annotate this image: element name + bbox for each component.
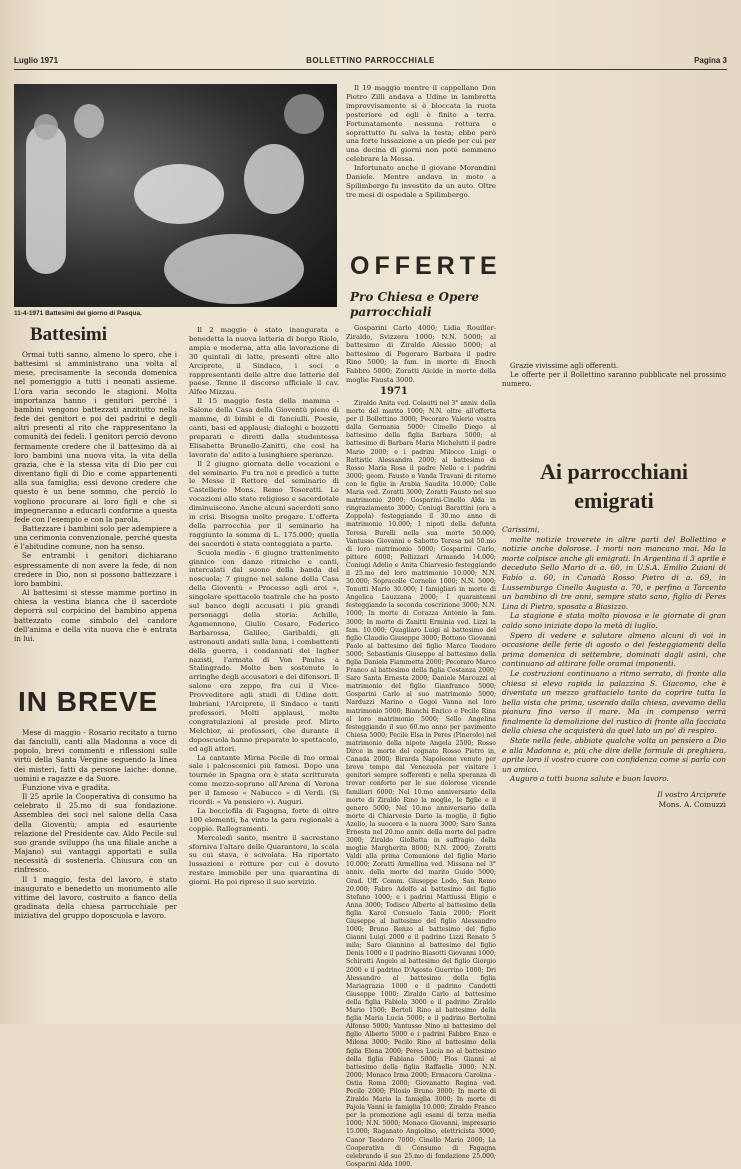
paragraph: Il 15 maggio festa della mamma - Salone della Casa della Gioventù pieno di mamme, di bimbi e di fanciulli. Poesie, canti, basi ed applausi; dialoghi e bozzetti preparati e diretti dalla studentessa Elisabetta Brunello-Zanitti, che così ha lavorato da' adito a lusinghiere speranze.	[189, 397, 339, 459]
paragraph: Spero di vedere e salutare almeno alcuni di voi in occasione delle ferie di agosto o dei festeggiamenti della prima domenica di settembre, dominati dagli asini, che continuano ad attirare folle oramai imponenti.	[502, 630, 726, 669]
paragraph: Ziraldo Anita ved. Colautti nel 3° anniv. della morte del marito 1000; N.N. oltre all'offerta per il Bollettino 3000; Pecoraro Valerio vostra dalla Germania 5000; Cimello Diego al battesimo della figlia Barbara 5000; al battesimo di Barbara Maria Michelutti il padre Mario 2000; e i padrini Milocco Luigi e Battistic Alessandra 2000; al battesimo di Rosso Maria Rosa il padre Nello e i padrini 3000; geom. Fausto e Vanda Travani di ritorno con le figlie in Arabia Saudita 10.000; Colle Maria ved. Zoratti 3000; Zoratti Fausto nel suo matrimonio 2000; Gosparini-Cinello Alda in ringraziamento 3000; Coniugi Barattini (ora a Zoppola) festeggiando il 30.mo anno di matrimonio 10.000; I nipoti della defunta Teresa Burelli nella sua morte 50.000; Vantusso Giovanni e Sabotto Teresa nel 50.mo di loro matrimonio 5000; Gosparini Carlo, pittore 6000; Pellizzari Armando 14.000; Coniugi Adelio e Anita Chiarvesio festeggiando il 25.mo del loro matrimonio 10.000; N.N. 30.000; Sopracolle Cornelio 1000; N.N. 5000; Tonutti Mario 30.000; I famigliari in morte di Angelica Lauzzana 2000; I quarantenni festeggiando la seconda coscrizione 3000; N.N. 1000; In morte di Corazza Antonio la fam. 3000; In morte di Zanitti Erminia ved. Lizzi la fam. 10.000; Quagliaro Luigi al battesimo del figlio Claudio Giuseppe 3000; Bottono Giovanni Paolo al battesimo del figlio Marco Teodoro 5000; Sebastianis Giuseppe al battesimo della figlia Daniela Fiammetta 2000; Pecoraro Marco Franco al battesimo della figlia Costanza 2000; Saro Santa Ernesta 2000; Daniele Marcuzzi al matrimonio del figlio Gianfranco 5000; Gosparini Carlo al suo matrimonio 5000; Narduzzi Marino e Gogoi Vanna nel loro matrimonio 5000; Bianchi Enrico e Pecile Rina al loro matrimonio 5000; Sello Angelina festeggiando il suo 60.mo anno per pavimento Chiesa 5000; Pecile Elsa in Peres (Pinerolo) nel matrimonio della nipote Angela 2500; Rosso Dirce in morte del cognato Rosso Pietro in, Canada 2000; Birarda Napoleone venuto per breve tempo dal Venezuela per visitare i genitori sempre sofferenti e nella speranza di trovar conforto per le sue dolorose vicende familiari 6000; Nel 10.mo anniversario della morte di Ziraldo Rino la moglie, le figlie e il genero 5000; Nel 10.mo anniversario della morte di Chiarvesio Dario la moglie, il figlio Azelio, la suocera e la nuora 3000; Saro Santa Ernesta nel 20.mo anniv. della morte del padre 3000; Ziraldo GioBatta in suffragio della moglie Margherita 8000; N.N. 2000; Zoratti Valdi alla prima Comunione del figlio Mario 10.000; Zoratti Armellina ved. Missana nel 3° anniv. della morte del marito Guido 5000; Grad. Uff. Comm. Giuseppe Lodo, San Remo 20.000; Fabro Adolfo al battesimo del figlio Stefano 1000; e i padrini Mattiussi Eligio e Anna 3000; Todisco Alberto al battesimo della figlia Karol Consuelo Tania 2000; Florit Giuseppe al battesimo del figlio Alessandro 1000; Bruno Renzo al battesimo del figlio Gianni Luigi 2000 e il padrino Lizzi Renato 5 mila; Saro Giannino al battesimo del figlio Denis 1000 e il padrino Biasotti Giovanni 1000; Schiratti Angelo al battesimo del figlio Giorgio 2000 e il padrino D'Agosto Guerrino 1000; Dri Alessandro al battesimo della figlia Mariagrazia 1000 e il padrino Candotti Giuseppe 1000; Ziraldo Carlo al battesimo della figlia Fabiola 3000 e il padrino Ziraldo Mario 1500; Bertoli Rino al battesimo della figlia Maria Lucia 5000; e il padrino Bertolini Alfonso 5000; Vantusso Nino al battesimo del figlio Alberto 5000 e i padrini Fabbro Enzo e Milena 3000; Pecile Rino al battesimo della figlia Elena 2000; Peres Lucia no al battesimo della figlia Fabiana 5000; Plos Gianni al battesimo della figlia Raffaella 3000; N.N. 2000; Monaco Irma 2000; Ermacora Carolina - Ostia Roma 2000; Giovanatto Regina ved. Pecile 2000; Pilosio Bruno 3000; In morte di Ziraldo Mario la famiglia 3000; In morte di Pajola Vanni la famiglia 10.000; Ziraldo Franco per la promozione agli esami di terza media 1000; N.N. 5000; Monaco Giovanni, impresario 15.000; Raganato Angiolino, elettricista 3000; Canor Teodoro 7000; Cinello Mario 2000; La Cooperativa di Consumo di Fagagna celebrando il suo 25.mo di fondazione 25.000; Gosparini Alda 1000.	[346, 400, 496, 1168]
emigrati-title-line1: Ai parrocchiani	[539, 459, 689, 484]
page-header	[14, 54, 727, 68]
paragraph: Scuola media - 6 giugno trattenimento ginnico con danze ritmiche e canti, intercalati dal suono della banda del noscuola; 7 giugno nel salone della Casa della Gioventù « Processo agli eroi », singolare spettacolo teatrale che ha posto sul banco degli accusati i più grandi personaggi della storia: Achille, Agamennone, Giulio Cesare, Federico Barbarossa, Galileo, Garibaldi, gli astronauti andati sulla luna, i combattenti della guerra, i condannati dei lagher nazisti, l'armata di Von Paulus a Stalingrado. Molto ben sostenute le arringhe degli accusatori e dei difensori. Il salone era zeppo, fra cui il Vice-Provveditore agli studi di Udine dott. Imbriani, l'Arciprete, il Sindaco e tanti professori. Molti applausi, molte congratulazioni al preside prof. Mirto Melchior, ai professori, che durante il doposcuola hanno preparato lo spettacolo, ed agli attori.	[189, 548, 339, 753]
paragraph: Il 2 maggio è stato inaugurata e benedetta la nuova latteria di borgo Riolo, ampia e moderna, atta alla lavorazione di 30 quintali di latte, presenti oltre allo Arciprete, il Sindaco, i soci e rappresentanti delle altre due latterie del paese. Tenne il discorso ufficiale il cav. Alfeo Mizzau.	[189, 326, 339, 397]
in-breve-article	[14, 728, 177, 920]
offerte-closing	[502, 362, 726, 389]
paragraph: Il 25 aprile la Cooperativa di consumo ha celebrato il 25.mo di sua fondazione. Assemblea dei soci nel salone della Casa della Gioventù; ampia ed esauriente relazione del Presidente cav. Aldo Pecile sul suo grande sviluppo (ha una filiale anche a Majano) sui vantaggi apportati e sulla necessità di sostenerla. Chiusura con un rinfresco.	[14, 792, 177, 875]
note-line: Le offerte per il Bollettino saranno pubblicate nel prossimo numero.	[502, 371, 726, 388]
paragraph: Battezzare i bambini solo per adempiere a una cerimonia convenzionale, perché questa è l'abitudine comune, non ha senso.	[14, 523, 177, 552]
paragraph: Al battesimi si stesse mamme portino in chiesa la vestina bianca che il sacerdote deporrà sul corpicino del bambino appena battezzato come simbolo del candore dell'anima e della vita nuova che è entrata in lui.	[14, 588, 177, 643]
paragraph: Auguro a tutti buona salute e buon lavoro.	[510, 774, 669, 784]
news-column	[189, 326, 339, 887]
paragraph: La cantante Mirna Pecile di Ino ormai sale i palcoscenici più famosi. Dopo una tournée in Spagna ora è stata scritturata come mezzo-soprano all'Arena di Verona per il famoso « Nabucco » di Verdi. (Si ricordi: « Va pensiero »). Auguri.	[189, 753, 339, 807]
header-rule	[14, 69, 727, 70]
emigrati-title-line2: emigrati	[574, 488, 654, 513]
salutation: Carissimi,	[502, 525, 540, 534]
paragraph: State nella fede, abbiate qualche volta un pensiero a Dio e alla Madonna e, più che dire delle formule di preghiera, aprite loro il vostro cuore con confidenza come si parla con un amico.	[502, 736, 726, 774]
paragraph: Funzione viva e gradita.	[22, 782, 111, 792]
photo-caption: 11-4-1971 Battesimi del giorno di Pasqua.	[14, 310, 142, 317]
battesimi-article	[14, 350, 177, 643]
battesimi-heading: Battesimi	[30, 324, 108, 345]
paragraph: Mercoledì santo, mentre il sacrestano sforniva l'altare delle Quarantore, la scala su cui stava, è scivolata. Ha riportato lussazioni e rotture per cui è dovuto restare immobile per una quarantina di giorni. Ha poi ripreso il suo servizio.	[189, 833, 339, 887]
baptism-photo	[14, 84, 337, 307]
signature-name: Mons. A. Comuzzi	[658, 799, 726, 809]
paragraph: La stagione è stata molto piovosa e le giornate di gran caldo sono iniziate dopo la metà di luglio.	[502, 611, 726, 630]
paragraph: Ormai tutti sanno, almeno lo spero, che i battesimi si amministrano una volta al mese, precisamente la seconda domenica nel pomeriggio a tutti i neonati assieme. L'ora varia secondo le stagioni. Molta importanza hanno i genitori perché i bambini vengono battezzati anzitutto nella fede dei genitori e poi dei padrini e degli altri presenti al rito che rappresentano la comunità dei fedeli. I genitori perciò devono fermamente credere che il battesimo dà ai loro bambini una nuova vita, la vita della grazia, che è la stessa vita di Dio per cui diventano figli di Dio e come appartenenti alla sua famiglia; essi devono credere che questo è un bene sommo, che perciò lo vogliono procurare ai loro figli e che si impegneranno a educarli conforme a questa fede con l'esempio e con la parola.	[14, 350, 177, 524]
offerte-intro	[346, 324, 496, 384]
offerte-heading: OFFERTE	[350, 252, 502, 280]
offerte-year: 1971	[380, 386, 408, 397]
header-page-number: Pagina 3	[694, 56, 727, 65]
paragraph: La bocciofila di Fagagna, forte di oltre 100 elementi, ha vinto la gara regionale a coppie. Rallegramenti.	[189, 806, 339, 833]
news-column-continued	[346, 84, 496, 200]
emigrati-letter	[502, 525, 726, 809]
emigrati-heading	[502, 457, 726, 515]
header-title: BOLLETTINO PARROCCHIALE	[306, 56, 435, 65]
paragraph: molte notizie troverete in altre parti del Bollettino e notizie anche dolorose. I morti non mancano mai. Ma la morte colpisce anche gli emigrati. In Argentina il 3 aprile è deceduto Sello Mario di a. 60, in U.S.A. Emilio Zuiani di Fabio a. 60, in Canadà Rosso Pietro di a. 69, in Lussemburgo Cinello Augusto a. 70, e perfino a Tarcento un bambino di tre anni, sempre stato sano, figlio di Peres Lina di Pietro, sposata a Biasizzo.	[502, 534, 726, 611]
paragraph: Il 19 maggio mentre il cappellano Don Pietro Zilli andava a Udine in lambretta improvvisamente si è bloccata la ruota posteriore ed egli è finito a terra. Fortunatamente nessuna rottura e soprattutto fu salva la testa; ebbe però una forte lussazione a un piede per cui per una decina di giorni non poté nemmeno celebrare la Messa.	[346, 84, 496, 164]
paragraph: Il 1 maggio, festa del lavoro, è stato inaugurato e benedetto un monumento alle vittime del lavoro, costruito a fianco della gradinata della chiesa parrocchiale per iniziativa del gruppo doposcuola e lavoro.	[14, 874, 177, 921]
paragraph: Gosparini Carlo 4000; Lidia Rouiller-Ziraldo, Svizzera 1000; N.N. 5000; al battesimo di Ziraldo Alessio 5000; al battesimo di Pegoraro Barbara il padre Rino 5000; la fam. in morte di Enoch Fabbro 5000; Zoratti Alcide in morte della moglie Fausta 3000.	[346, 324, 496, 384]
offerte-list	[346, 400, 496, 1168]
in-breve-heading: IN BREVE	[18, 686, 159, 717]
offerte-subtitle: Pro Chiesa e Opere parrocchiali	[350, 290, 479, 319]
paragraph: Se entrambi i genitori dichiarano espressamente di non avere la fede, di non credere in Dio, non si possono battezzare i loro bambini.	[14, 551, 177, 588]
paragraph: Infortunato anche il giovane Morandini Daniele. Mentre andava in moto a Spilimbergo fu investito da un auto. Oltre tre mesi di ospedale a Spilimbergo.	[346, 164, 496, 199]
signature-role: Il vostro Arciprete	[657, 790, 726, 800]
paragraph: Le costruzioni continuano a ritmo serrato, di fronte alla chiesa si eleva rapida la palazzina S. Giacomo, che è diventata un mezzo grattacielo tanto da coprire tutta la bella vista che prima, uscendo dalla chiesa, avevamo della pianura fino verso il mare. Ma in compenso verrà finalmente la demolizione del rustico di fronte alla facciata della chiesa che acquisterà da quel lato un po' di respiro.	[502, 668, 726, 736]
header-date: Luglio 1971	[14, 56, 59, 65]
paragraph: Mese di maggio - Rosario recitato a turno dai fanciulli, canti alla Madonna a voce di popolo, brevi commenti e riflessioni sulle virtù della Santa Vergine seguendo la linea dei misteri, fatti da persone laiche: donne, uomini e ragazze e da Suore.	[14, 728, 177, 783]
thanks-line: Grazie vivissime agli offerenti.	[510, 362, 619, 370]
paragraph: Il 2 giugno giornata delle vocazioni e del seminario. Fu tra noi e predicò a tutte le Messe il Rettore del seminario di Castellerio Mons. Remo Tosoratti. Le vocazioni allo stato religioso e sacerdotale diminuiscono. Anche alcuni sacerdoti sono in crisi. Bisogna molto pregare. L'offerta della parrocchia per il seminario ha raggiunto la somma di L. 175.000; quella dei sacerdoti è stata conteggiata a parte.	[189, 459, 339, 548]
